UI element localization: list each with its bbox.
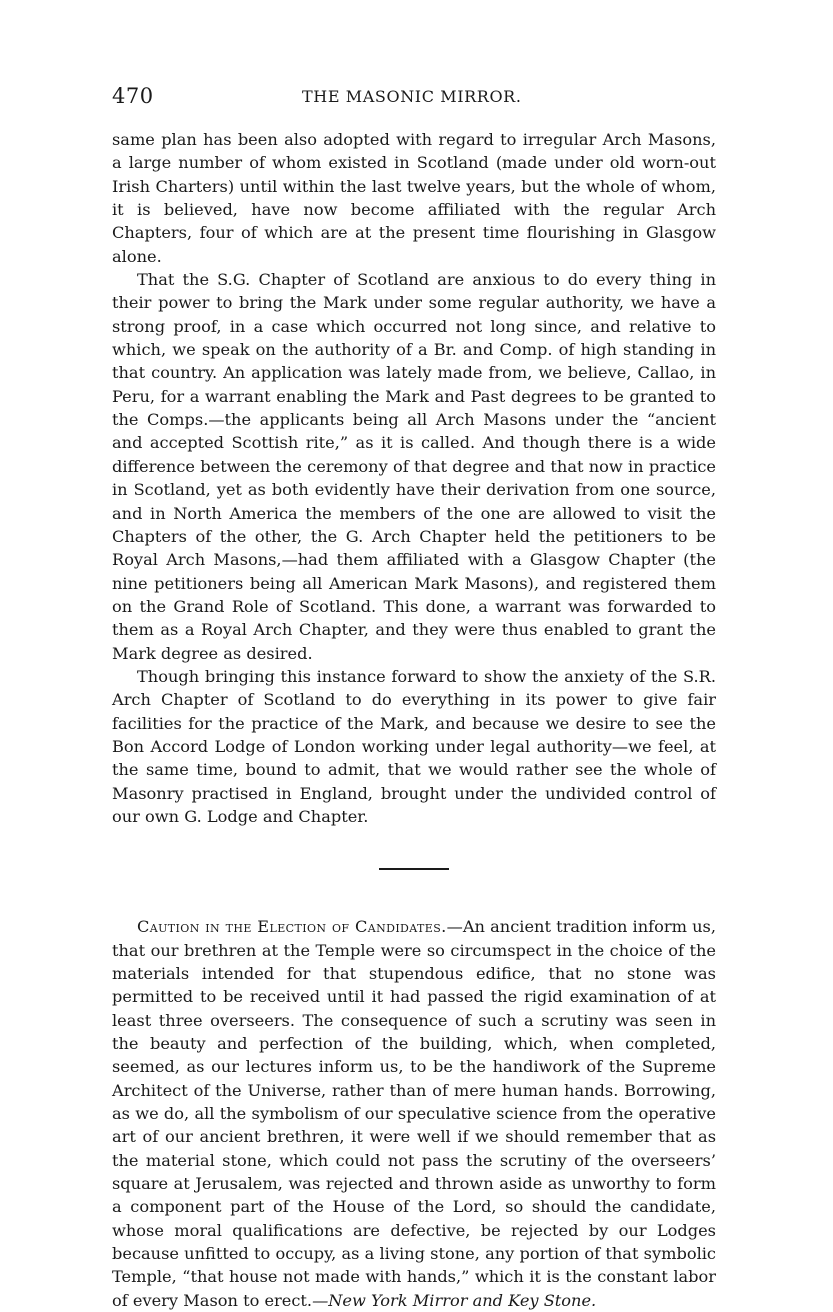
paragraph-bon-accord: Though bringing this instance forward to show the anxiety of the S.R. Arch Chapter of Scotland to do everything in its power to give fair facilities for the practice of the Mark, and because we desire to see the Bon Accord Lodge of London working under legal authority—we feel, at the same time, bound to admit, that we would rather see the whole of Masonry practised in England, brought under the undivided control of our own G. Lodge and Chapter.	[112, 666, 716, 826]
journal-title: THE MASONIC MIRROR.	[302, 87, 522, 106]
section-divider	[379, 868, 449, 870]
article-source: —New York Mirror and Key Stone.	[312, 1290, 597, 1310]
article-body: —An ancient tradition inform us, that our brethren at the Temple were so circumspect in the choice of the materials intended for that stupendous edifice, that no stone was permitted to be received until it had passed the rigid examination of at least three overseers. The consequence of such a scrutiny was seen in the beauty and perfection of the building, which, when completed, seemed, as our lectures inform us, to be the handiwork of the Supreme Architect of the Universe, rather than of mere human hands. Borrowing, as we do, all the symbolism of our speculative science from the operative art of our ancient brethren, it were well if we should remember that as the material stone, which could not pass the scrutiny of the overseers’ square at Jerusalem, was rejected and thrown aside as unworthy to form a component part of the House of the Lord, so should the candidate, whose moral qualifications are defective, be rejected by our Lodges because unfitted to occupy, as a living stone, any portion of that symbolic Temple, “that house not made with hands,” which it is the constant labor of every Mason to erect.	[112, 917, 716, 1310]
article-heading: Caution in the Election of Candidates.	[137, 917, 447, 937]
article-caution	[112, 915, 716, 1312]
paragraph-scotland-chapter: That the S.G. Chapter of Scotland are anxious to do every thing in their power to bring the Mark under some regular authority, we have a strong proof, in a case which occurred not long since, and relative to which, we speak on the authority of a Br. and Comp. of high standing in that country. An application was lately made from, we believe, Callao, in Peru, for a warrant enabling the Mark and Past degrees to be granted to the Comps.—the applicants being all Arch Masons under the “ancient and accepted Scottish rite,” as it is called. And though there is a wide difference between the ceremony of that degree and that now in practice in Scotland, yet as both evidently have their derivation from one source, and in North America the members of the one are allowed to visit the Chapters of the other, the G. Arch Chapter held the petitioners to be Royal Arch Masons,—had them affiliated with a Glasgow Chapter (the nine petitioners being all American Mark Masons), and registered them on the Grand Role of Scotland. This done, a warrant was forwarded to them as a Royal Arch Chapter, and they were thus enabled to grant the Mark degree as desired.	[112, 270, 716, 663]
running-head	[112, 84, 716, 114]
page-number: 470	[112, 84, 154, 108]
paragraph-continuation: same plan has been also adopted with regard to irregular Arch Masons, a large number of whom existed in Scotland (made under old worn-out Irish Charters) until within the last twelve years, but the whole of whom, it is believed, have now become affiliated with the regular Arch Chapters, four of which are at the present time flourishing in Glasgow alone.	[112, 130, 716, 266]
page	[112, 84, 716, 1312]
